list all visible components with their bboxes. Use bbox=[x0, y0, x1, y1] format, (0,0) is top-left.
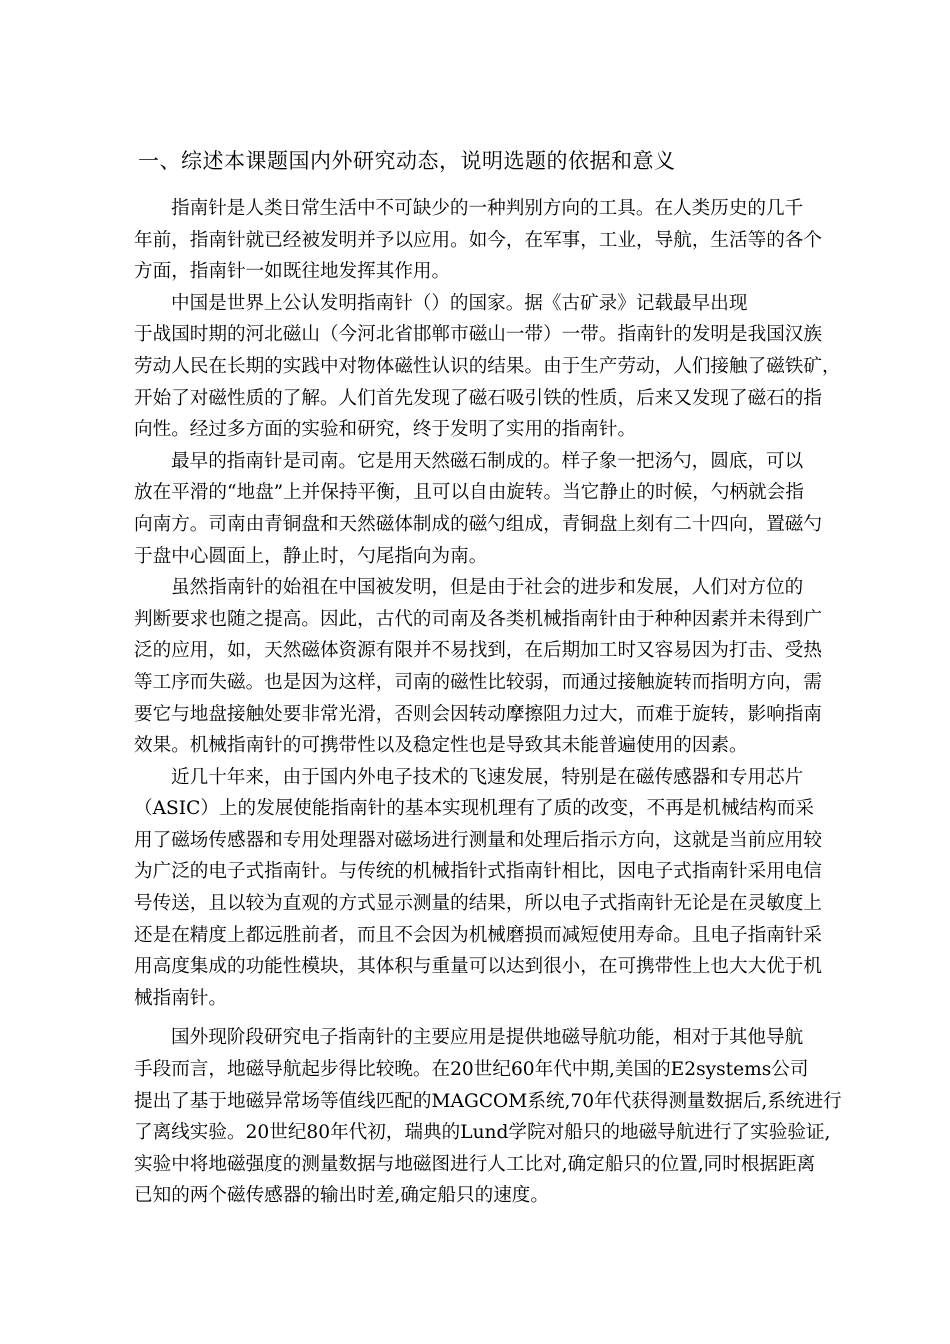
section-heading: 一、综述本课题国内外研究动态，说明选题的依据和意义 bbox=[138, 149, 676, 173]
paragraph-3 bbox=[134, 446, 822, 572]
text-line: 效果。机械指南针的可携带性以及稳定性也是导致其未能普遍使用的因素。 bbox=[134, 735, 748, 757]
text-line: 国外现阶段研究电子指南针的主要应用是提供地磁导航功能，相对于其他导航 bbox=[171, 1027, 804, 1049]
paragraph-1 bbox=[134, 193, 822, 288]
text-line: 方面，指南针一如既往地发挥其作用。 bbox=[134, 261, 451, 283]
text-line: 于战国时期的河北磁山（今河北省邯郸市磁山一带）一带。指南针的发明是我国汉族 bbox=[134, 324, 822, 346]
text-line: 用高度集成的功能性模块，其体积与重量可以达到很小，在可携带性上也大大优于机 bbox=[134, 956, 822, 978]
text-line: 为广泛的电子式指南针。与传统的机械指针式指南针相比，因电子式指南针采用电信 bbox=[134, 861, 822, 883]
text-line: 放在平滑的“地盘”上并保持平衡，且可以自由旋转。当它静止的时候，勺柄就会指 bbox=[134, 482, 804, 504]
paragraph-6 bbox=[134, 1022, 842, 1212]
text-line: 开始了对磁性质的了解。人们首先发现了磁石吸引铁的性质，后来又发现了磁石的指 bbox=[134, 387, 822, 409]
text-line: 判断要求也随之提高。因此，古代的司南及各类机械指南针由于种种因素并未得到广 bbox=[134, 608, 822, 630]
text-line: 指南针是人类日常生活中不可缺少的一种判别方向的工具。在人类历史的几千 bbox=[171, 198, 804, 219]
text-line: 等工序而失磁。也是因为这样，司南的磁性比较弱，而通过接触旋转而指明方向，需 bbox=[134, 671, 822, 693]
paragraph-2 bbox=[134, 288, 841, 446]
text-line: 向性。经过多方面的实验和研究，终于发明了实用的指南针。 bbox=[134, 419, 637, 441]
text-line: 号传送，且以较为直观的方式显示测量的结果，所以电子式指南针无论是在灵敏度上 bbox=[134, 893, 822, 915]
text-line: 已知的两个磁传感器的输出时差,确定船只的速度。 bbox=[134, 1185, 549, 1207]
paragraph-gap bbox=[134, 1014, 814, 1022]
text-line: 近几十年来，由于国内外电子技术的飞速发展，特别是在磁传感器和专用芯片 bbox=[171, 766, 804, 788]
text-line: 械指南针。 bbox=[134, 987, 227, 1009]
paragraph-4 bbox=[134, 572, 822, 762]
text-line: 最早的指南针是司南。它是用天然磁石制成的。样子象一把汤勺，圆底，可以 bbox=[171, 450, 804, 472]
text-line: 中国是世界上公认发明指南针（）的国家。据《古矿录》记载最早出现 bbox=[171, 292, 748, 314]
text-line: 要它与地盘接触处要非常光滑，否则会因转动摩擦阻力过大，而难于旋转，影响指南 bbox=[134, 703, 822, 725]
text-line: 年前，指南针就已经被发明并予以应用。如今，在军事，工业，导航，生活等的各个 bbox=[134, 229, 822, 251]
text-line: 实验中将地磁强度的测量数据与地磁图进行人工比对,确定船只的位置,同时根据距离 bbox=[134, 1153, 816, 1175]
text-line: 于盘中心圆面上，静止时，勺尾指向为南。 bbox=[134, 545, 488, 567]
text-line: （ASIC）上的发展使能指南针的基本实现机理有了质的改变，不再是机械结构而采 bbox=[134, 798, 814, 820]
text-line: 向南方。司南由青铜盘和天然磁体制成的磁勺组成，青铜盘上刻有二十四向，置磁勺 bbox=[134, 513, 822, 535]
text-line: 虽然指南针的始祖在中国被发明，但是由于社会的进步和发展，人们对方位的 bbox=[171, 577, 804, 599]
text-line: 提出了基于地磁异常场等值线匹配的MAGCOM系统,70年代获得测量数据后,系统进行 bbox=[134, 1090, 842, 1112]
text-line: 泛的应用，如，天然磁体资源有限并不易找到，在后期加工时又容易因为打击、受热 bbox=[134, 640, 822, 662]
text-line: 了离线实验。20世纪80年代初，瑞典的Lund学院对船只的地磁导航进行了实验验证, bbox=[134, 1122, 831, 1144]
body-text bbox=[134, 193, 842, 1212]
paragraph-5 bbox=[134, 762, 822, 1015]
text-line: 劳动人民在长期的实践中对物体磁性认识的结果。由于生产劳动，人们接触了磁铁矿， bbox=[134, 355, 841, 377]
text-line: 手段而言，地磁导航起步得比较晚。在20世纪60年代中期,美国的E2systems公司 bbox=[134, 1059, 809, 1081]
text-line: 用了磁场传感器和专用处理器对磁场进行测量和处理后指示方向，这就是当前应用较 bbox=[134, 829, 822, 851]
text-line: 还是在精度上都远胜前者，而且不会因为机械磨损而减短使用寿命。且电子指南针采 bbox=[134, 924, 822, 946]
